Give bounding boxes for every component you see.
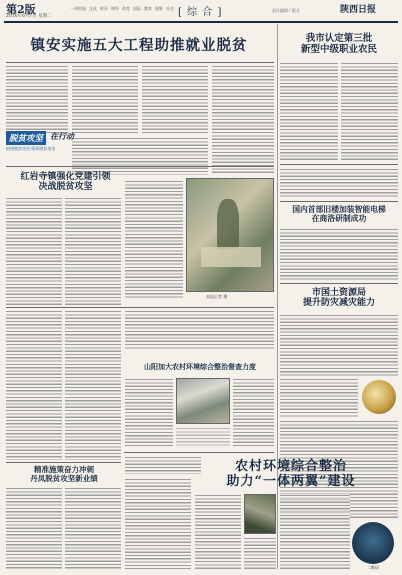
poverty-banner	[6, 129, 74, 159]
left-bottom-headline: 精准施策奋力冲刺 丹凤脱贫攻坚新业绩	[30, 465, 98, 483]
env-small-body-a	[125, 378, 173, 448]
left-mid-body-a	[6, 197, 62, 305]
lead-body-col2	[72, 65, 138, 135]
right-top-body-b	[341, 62, 398, 162]
right-mid-pre-body	[280, 168, 398, 198]
date-line: 2016年6月7日 星期二	[6, 14, 52, 19]
env-small-body-c	[176, 427, 230, 448]
nav-item[interactable]: 文化	[89, 6, 97, 11]
right-rule-2	[280, 201, 398, 202]
lower-center-body	[125, 310, 274, 350]
right-mid-body	[280, 228, 398, 280]
photo-caption: 本报记者 摄	[206, 294, 228, 299]
right-top-body-a	[280, 62, 338, 162]
lower-left-body-a	[6, 310, 62, 460]
page-number: 第2版	[6, 3, 36, 16]
nav-item[interactable]: 视野	[155, 6, 163, 11]
left-mid-headline: 红岩寺镇强化党建引领 决战脱贫攻坚	[20, 172, 111, 193]
bottom-main-body-c	[244, 537, 276, 569]
left-bottom-body-a	[6, 487, 62, 569]
left-bottom-body-b	[65, 487, 121, 569]
lead-body-col1	[6, 65, 68, 135]
bottom-main-body-a	[125, 478, 191, 569]
nav-item[interactable]: 时评	[100, 6, 108, 11]
bottom-main-body-b	[195, 494, 241, 569]
section-title: [ 综 合 ]	[178, 7, 223, 18]
left-mid-body-b	[65, 197, 121, 305]
right-mid-headline: 国内首部旧楼加装智能电梯 在商洛研制成功	[292, 205, 386, 223]
right-top-headline: 我市认定第三批 新型中级职业农民	[300, 33, 377, 55]
nav-item[interactable]: 一周时闻	[70, 6, 86, 11]
lower-left-body-b	[65, 310, 121, 460]
ad-text: 二维码	[367, 565, 379, 570]
mid-rule-3	[124, 452, 274, 453]
nav-item[interactable]: 财经	[111, 6, 119, 11]
lead-body-col1b	[72, 137, 208, 175]
bottom-photo	[244, 494, 276, 534]
right-lower-headline: 市国土资源局 提升防灾减灾能力	[302, 288, 375, 309]
center-photo	[186, 178, 274, 292]
right-lower-body-a	[280, 314, 398, 376]
ad-logo-image	[352, 522, 394, 564]
nav-item[interactable]: 国际	[133, 6, 141, 11]
photo-figure	[201, 247, 261, 267]
banner-subtitle: 在行动	[50, 131, 74, 141]
mid-rule-left	[6, 166, 274, 167]
mid-rule-2	[6, 307, 274, 308]
nav-item[interactable]: 社会	[166, 6, 174, 11]
lead-headline: 镇安实施五大工程助推就业脱贫	[30, 37, 248, 54]
lead-body-col3	[142, 65, 208, 135]
banner-tagline: 围绕脱贫攻坚 服务脱贫攻坚	[6, 146, 56, 151]
env-small-body-b	[233, 378, 274, 448]
env-small-headline: 山阳加大农村环境综合整治督查力度	[144, 362, 256, 371]
left-bottom-rule	[6, 462, 121, 463]
lead-rule	[6, 62, 274, 63]
masthead: 陕西日报	[340, 5, 377, 15]
center-body-a	[125, 180, 183, 300]
header-rule	[4, 21, 398, 23]
banner-title: 脱贫攻坚	[6, 131, 46, 145]
nav-item[interactable]: 教育	[144, 6, 152, 11]
right-lower-body-b	[280, 378, 358, 418]
nav-item[interactable]: 体育	[122, 6, 130, 11]
emblem-image	[362, 380, 396, 414]
right-rule-3	[280, 283, 398, 284]
editor-line: 责任编辑 / 版式	[272, 8, 300, 13]
bottom-main-body-d	[280, 494, 350, 569]
bottom-main-headline: 农村环境综合整治 助力“一体两翼”建设	[226, 459, 356, 489]
right-rule-1	[280, 164, 398, 165]
page-header	[0, 0, 402, 22]
photo-figure	[217, 199, 239, 249]
bottom-main-pre-body	[125, 456, 201, 474]
lead-body-col4	[212, 65, 274, 175]
env-photo	[176, 378, 230, 424]
